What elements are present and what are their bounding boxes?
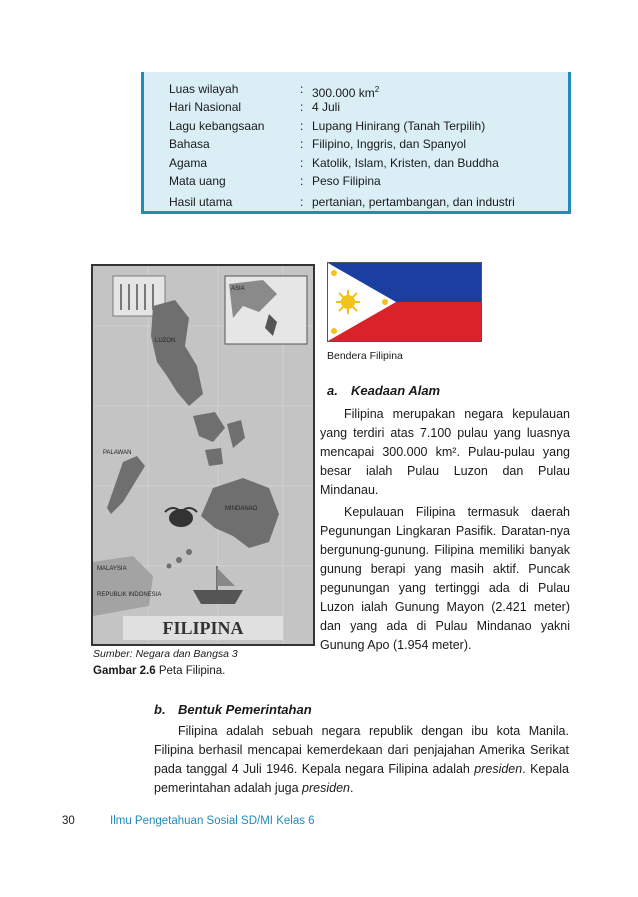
map-illustration [93, 266, 313, 644]
map-source: Sumber: Negara dan Bangsa 3 [93, 648, 238, 660]
info-sep: : [300, 119, 304, 133]
info-key: Lagu kebangsaan [169, 119, 265, 133]
map-label-mindanao: MINDANAO [225, 506, 258, 512]
info-sep: : [300, 195, 304, 209]
map-label-malaysia: MALAYSIA [97, 566, 127, 572]
info-sep: : [300, 100, 304, 114]
info-value: Peso Filipina [312, 174, 381, 188]
map-label-indonesia: REPUBLIK INDONESIA [97, 592, 162, 598]
emphasis-presiden: presiden [474, 762, 523, 776]
section-b-paragraph-1: Filipina adalah sebuah negara republik dengan ibu kota Manila. Filipina berhasil mencapai kemerdekaan dari penjajahan Amerika Serikat pada tanggal 4 Juli 1946. Kepala negara Filipina adalah presiden. Kepala pemerintahan adalah juga presiden. [154, 724, 569, 795]
figure-caption [93, 665, 225, 677]
info-key: Luas wilayah [169, 82, 239, 96]
info-value: 4 Juli [312, 100, 341, 114]
info-value: 300.000 $km^2$ [312, 85, 380, 100]
section-a-paragraph-1: Filipina merupakan negara kepulauan yang terdiri atas 7.100 pulau yang luasnya mencapai 300.000 km². Pulau-pulau yang besar ialah Pulau Luzon dan Pulau Mindanau. [320, 407, 570, 497]
book-title: Ilmu Pengetahuan Sosial SD/MI Kelas 6 [110, 815, 315, 827]
figure-label: Gambar 2.6 [93, 665, 156, 677]
country-info-box [141, 72, 571, 214]
map-label-palawan: PALAWAN [103, 450, 132, 456]
section-a-title: Keadaan Alam [351, 383, 441, 398]
section-a-paragraph-2: Kepulauan Filipina termasuk daerah Pegunungan Lingkaran Pasifik. Daratan-nya bergunung-gunung. Filipina memiliki banyak gunung berapi yang masih aktif. Puncak pegunungan yang tertinggi ada di Pulau Luzon ialah Gunung Mayon (2.421 meter) dan yang ada di Pulau Mindanao yakni Gunung Apo (1.954 meter). [320, 505, 570, 652]
page-number: 30 [62, 815, 75, 827]
map-label-luzon: LUZON [155, 338, 176, 344]
info-sep: : [300, 137, 304, 151]
info-sep: : [300, 174, 304, 188]
map-title: FILIPINA [162, 618, 244, 638]
info-key: Mata uang [169, 174, 226, 188]
flag-caption: Bendera Filipina [327, 350, 403, 362]
section-b-heading [154, 702, 312, 717]
section-b-title: Bentuk Pemerintahan [178, 702, 312, 717]
section-b-number: b. [154, 702, 166, 717]
info-key: Hasil utama [169, 195, 233, 209]
emphasis-presiden: presiden [302, 781, 350, 795]
map-label-asia: ASIA [231, 286, 245, 292]
info-sep: : [300, 156, 304, 170]
figure-caption-text: Peta Filipina. [155, 665, 226, 677]
info-value: pertanian, pertambangan, dan industri [312, 195, 515, 209]
info-value: Lupang Hinirang (Tanah Terpilih) [312, 119, 486, 133]
info-sep: : [300, 82, 304, 96]
info-key: Bahasa [169, 137, 210, 151]
section-a-heading [327, 383, 440, 398]
section-a-number: a. [327, 383, 338, 398]
philippine-flag [327, 262, 482, 342]
philippines-map [91, 264, 315, 646]
info-key: Hari Nasional [169, 100, 242, 114]
info-key: Agama [169, 156, 208, 170]
info-value: Katolik, Islam, Kristen, dan Buddha [312, 156, 499, 170]
info-value: Filipino, Inggris, dan Spanyol [312, 137, 467, 151]
